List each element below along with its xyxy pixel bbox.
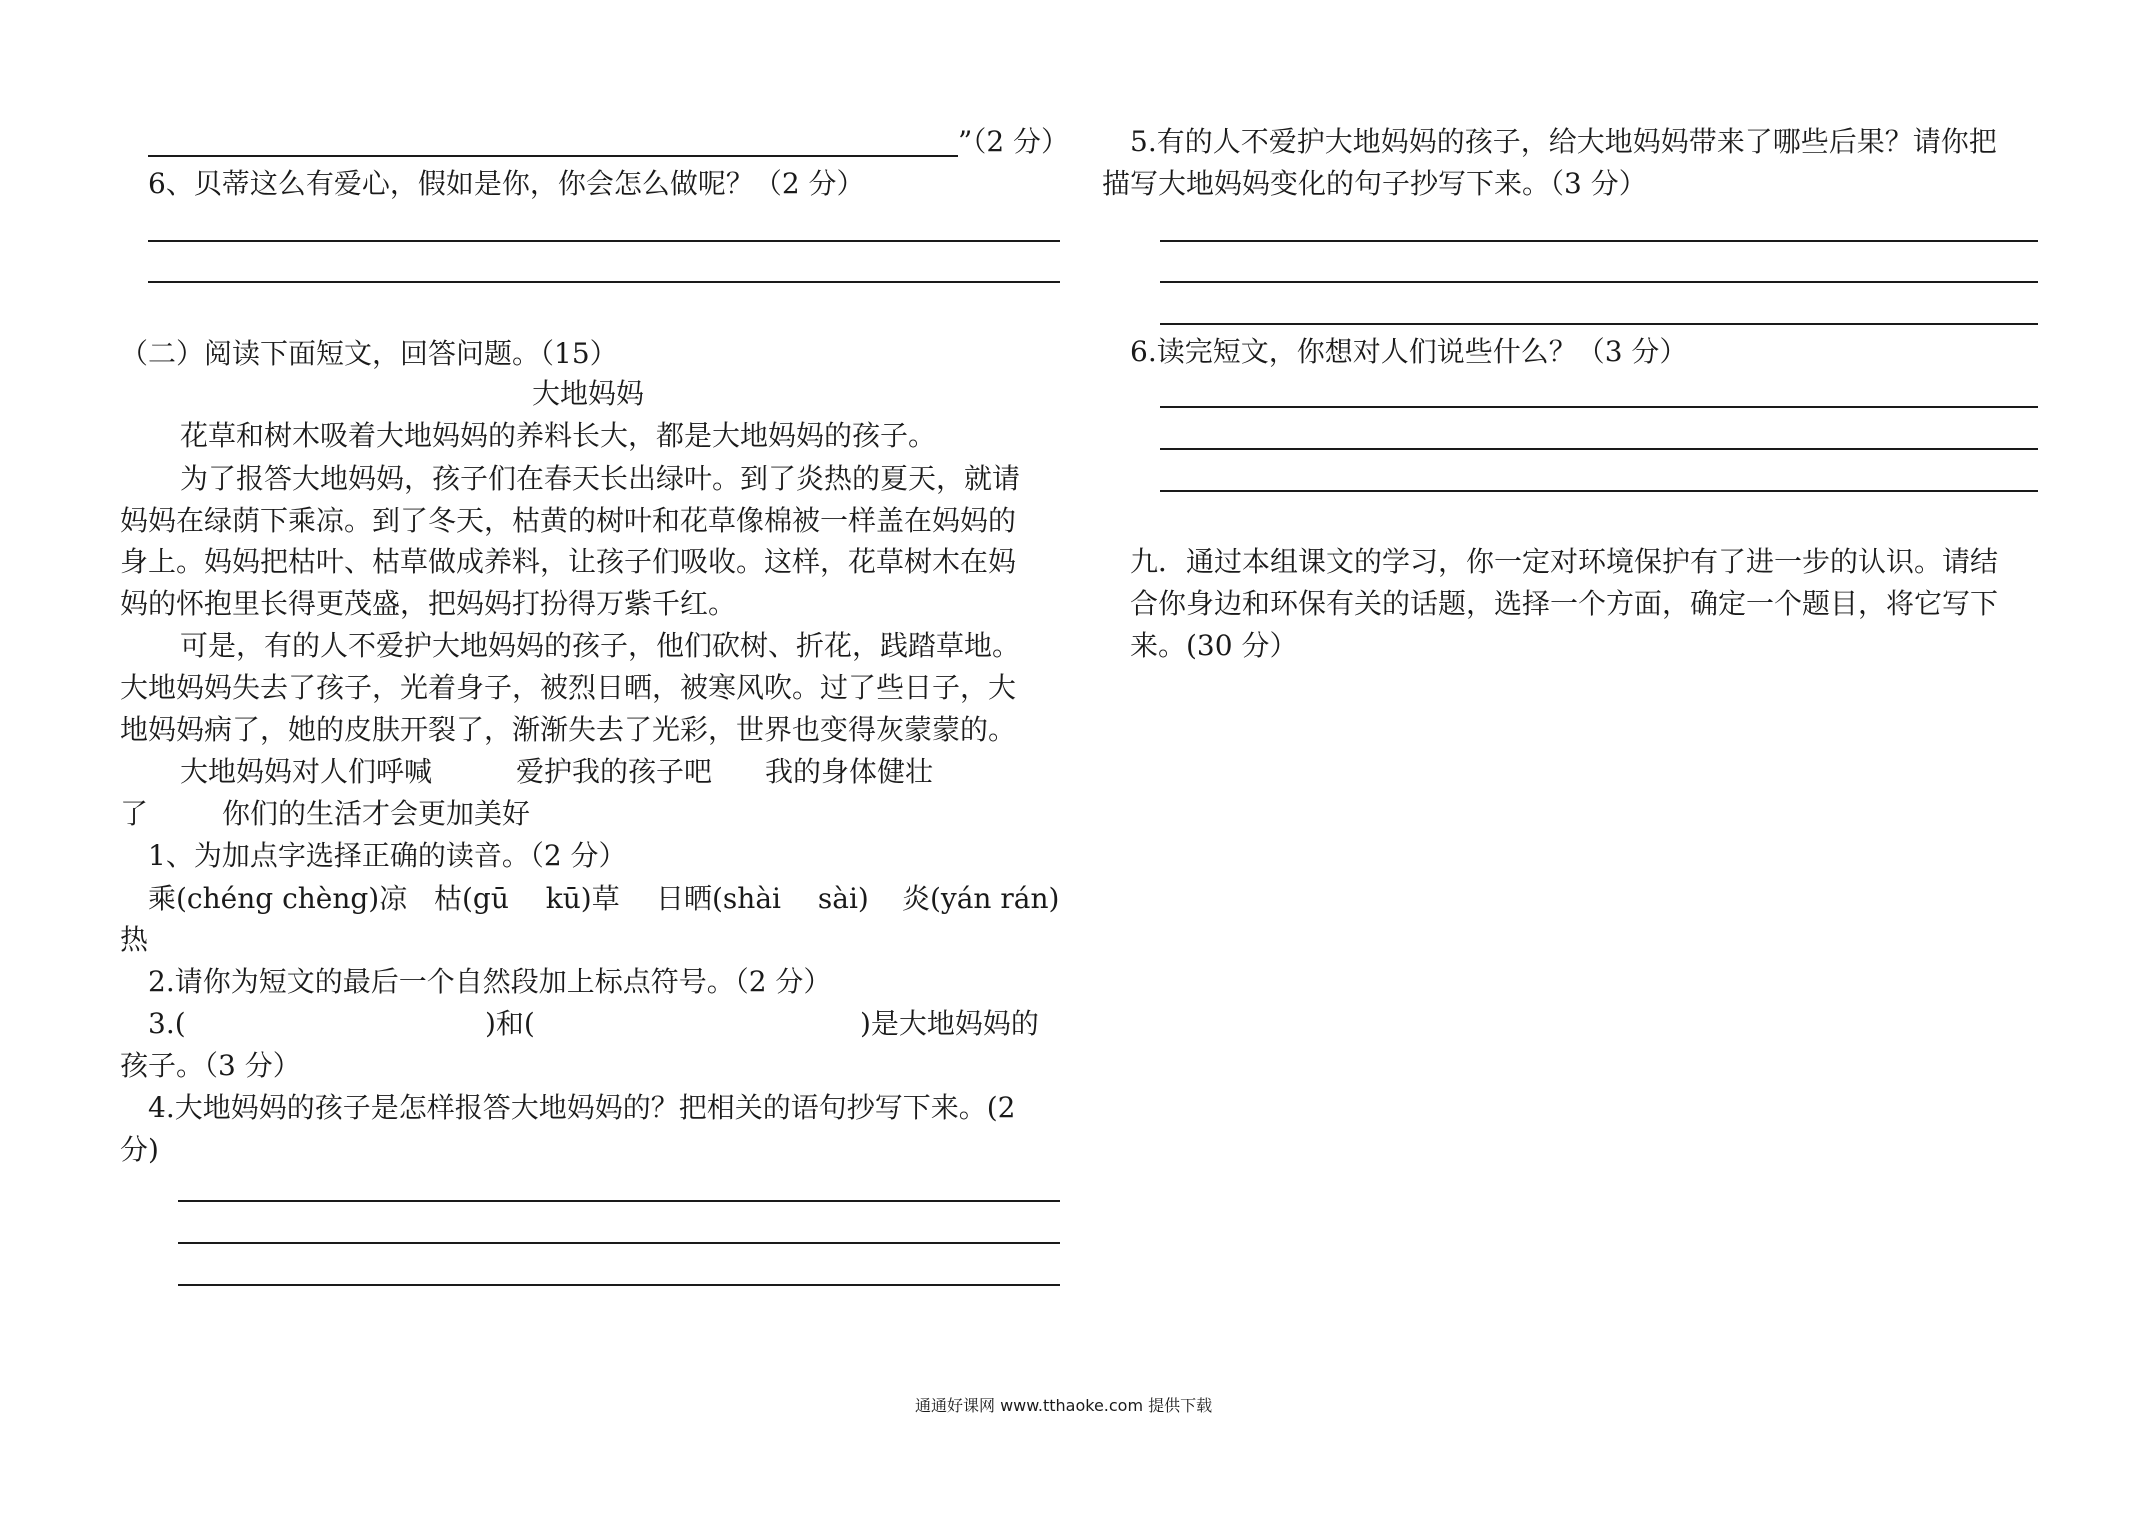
question-9-line-3: 来。(30 分） [1130, 629, 1298, 662]
question-1: 1、为加点字选择正确的读音。（2 分） [148, 839, 627, 872]
answer-line[interactable] [1160, 406, 2038, 408]
passage-paragraph-3-line-3: 地妈妈病了，她的皮肤开裂了，渐渐失去了光彩，世界也变得灰蒙蒙的。 [120, 713, 1017, 746]
question-3-middle: )和( [485, 1007, 535, 1040]
passage-paragraph-4-part-e: 你们的生活才会更加美好 [222, 797, 531, 830]
question-9-line-1: 九．通过本组课文的学习，你一定对环境保护有了进一步的认识。请结 [1130, 545, 1999, 578]
question-4-line-2: 分) [120, 1133, 159, 1166]
passage-paragraph-3-line-2: 大地妈妈失去了孩子，光着身子，被烈日晒，被寒风吹。过了些日子，大 [120, 671, 1017, 704]
question-1-option-a: 乘(chéng chèng)凉 [148, 882, 408, 915]
answer-line[interactable] [178, 1284, 1060, 1286]
answer-line[interactable] [148, 240, 1060, 242]
answer-line[interactable] [1160, 490, 2038, 492]
question-3-start: 3.( [148, 1007, 186, 1040]
answer-line[interactable] [1160, 281, 2038, 283]
passage-paragraph-1: 花草和树木吸着大地妈妈的养料长大，都是大地妈妈的孩子。 [180, 419, 937, 452]
passage-paragraph-2-line-3: 身上。妈妈把枯叶、枯草做成养料，让孩子们吸收。这样，花草树木在妈 [120, 545, 1017, 578]
answer-line[interactable] [148, 281, 1060, 283]
section-heading: （二）阅读下面短文，回答问题。（15） [120, 337, 618, 370]
question-2: 2.请你为短文的最后一个自然段加上标点符号。（2 分） [148, 965, 832, 998]
question-1-option-e: 热 [120, 923, 149, 956]
passage-paragraph-4-part-a: 大地妈妈对人们呼喊 [180, 755, 433, 788]
passage-title: 大地妈妈 [532, 377, 645, 410]
question-6-left: 6、贝蒂这么有爱心，假如是你，你会怎么做呢？（2 分） [148, 167, 865, 200]
answer-line[interactable] [148, 155, 958, 157]
answer-line[interactable] [178, 1242, 1060, 1244]
passage-paragraph-3-line-1: 可是，有的人不爱护大地妈妈的孩子，他们砍树、折花，践踏草地。 [180, 629, 1021, 662]
question-6-right: 6.读完短文，你想对人们说些什么？（3 分） [1130, 335, 1688, 368]
passage-paragraph-2-line-4: 妈的怀抱里长得更茂盛，把妈妈打扮得万紫千红。 [120, 587, 737, 620]
question-1-option-c: 日晒(shài sài) [656, 882, 869, 915]
question-9-line-2: 合你身边和环保有关的话题，选择一个方面，确定一个题目，将它写下 [1130, 587, 1999, 620]
passage-paragraph-4-part-d: 了 [120, 797, 149, 830]
question-1-option-d: 炎(yán rán) [902, 882, 1060, 915]
answer-line[interactable] [1160, 448, 2038, 450]
question-4-line-1: 4.大地妈妈的孩子是怎样报答大地妈妈的？把相关的语句抄写下来。(2 [148, 1091, 1016, 1124]
question-1-option-b: 枯(gū kū)草 [434, 882, 620, 915]
answer-line[interactable] [1160, 240, 2038, 242]
passage-paragraph-2-line-2: 妈妈在绿荫下乘凉。到了冬天，枯黄的树叶和花草像棉被一样盖在妈妈的 [120, 504, 1017, 537]
answer-line[interactable] [178, 1200, 1060, 1202]
passage-paragraph-2-line-1: 为了报答大地妈妈，孩子们在春天长出绿叶。到了炎热的夏天，就请 [180, 462, 1021, 495]
passage-paragraph-4-part-c: 我的身体健壮 [765, 755, 934, 788]
passage-paragraph-4-part-b: 爱护我的孩子吧 [516, 755, 713, 788]
answer-line[interactable] [1160, 323, 2038, 325]
page-footer: 通通好课网 www.tthaoke.com 提供下载 [915, 1396, 1213, 1415]
question-3-end: )是大地妈妈的 [860, 1007, 1039, 1040]
question-3-continuation: 孩子。（3 分） [120, 1049, 301, 1082]
prev-question-score: ”（2 分） [958, 125, 1070, 158]
question-5-line-1: 5.有的人不爱护大地妈妈的孩子，给大地妈妈带来了哪些后果？请你把 [1130, 125, 1997, 158]
question-5-line-2: 描写大地妈妈变化的句子抄写下来。（3 分） [1102, 167, 1647, 200]
